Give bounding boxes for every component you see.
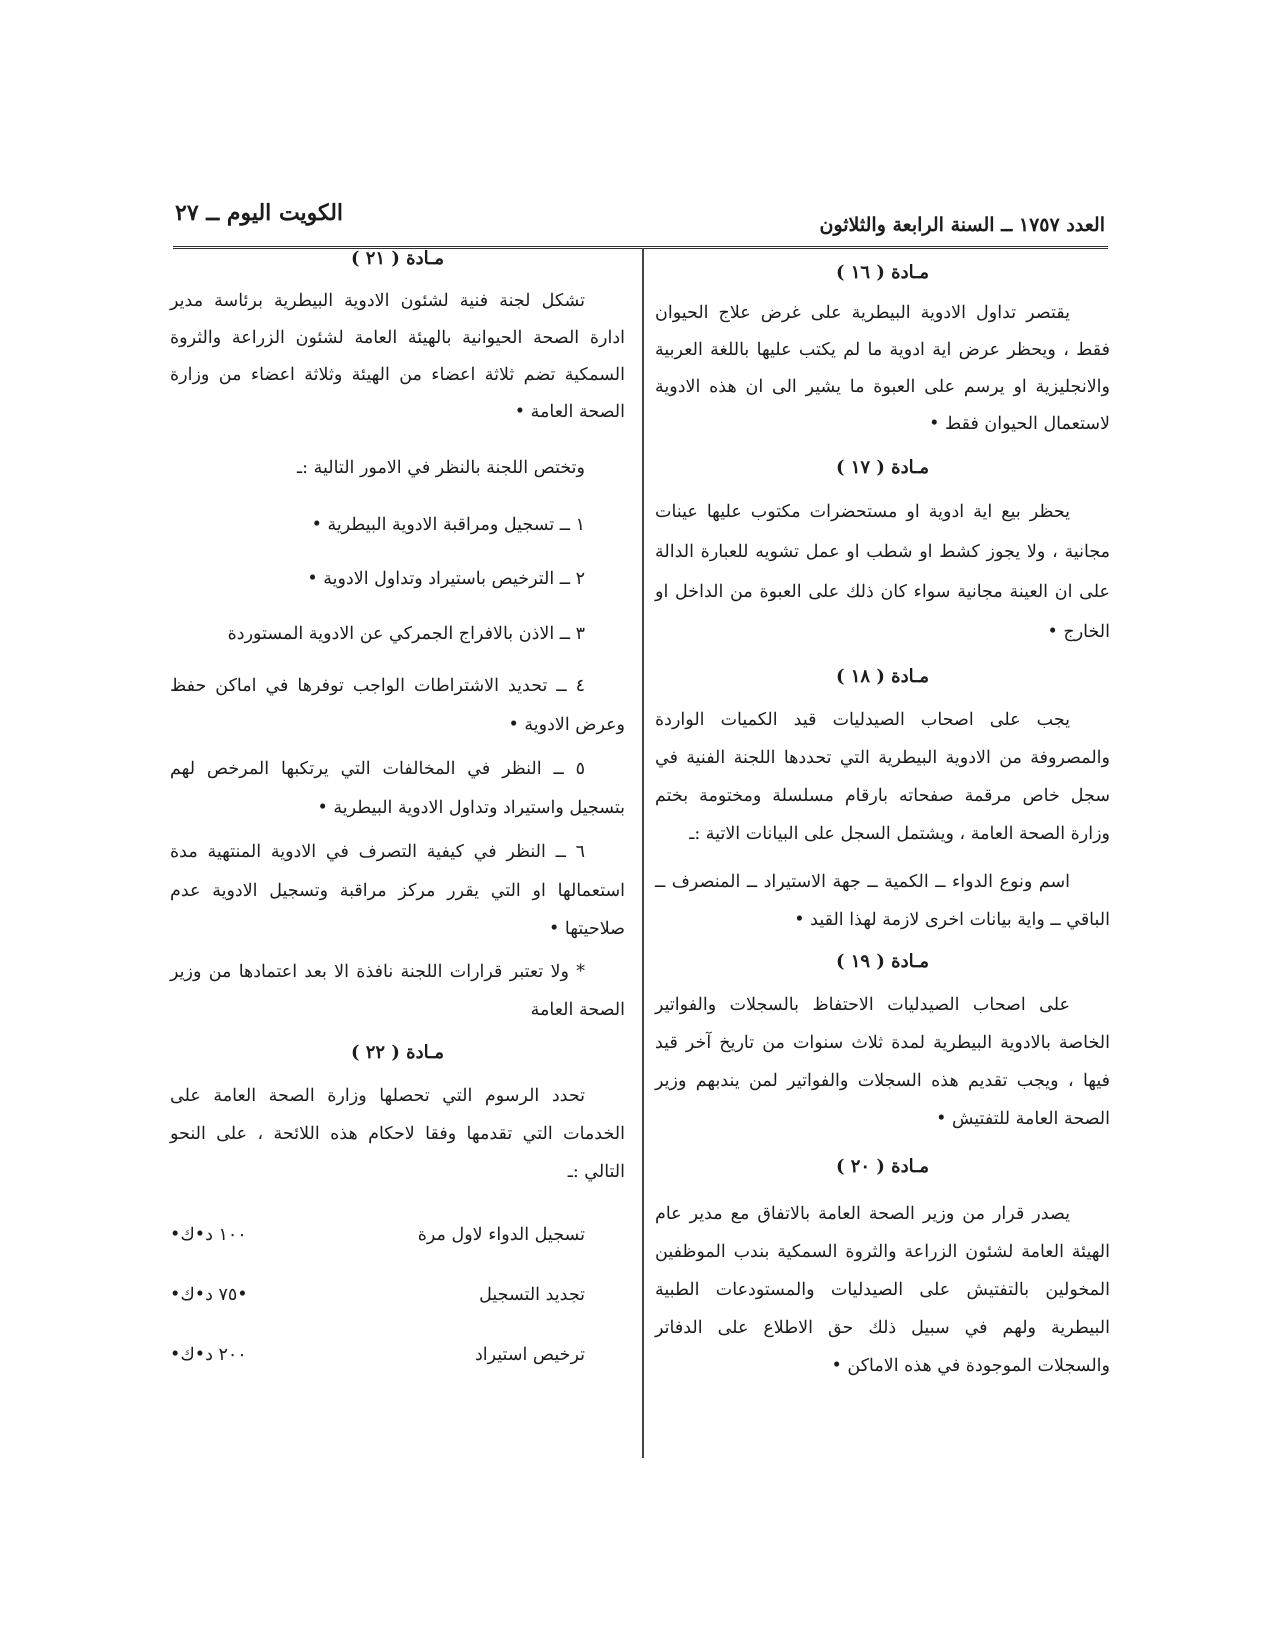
page-header <box>175 200 1105 240</box>
fee-row <box>170 1285 625 1305</box>
article-21-item-1: ١ ــ تسجيل ومراقبة الادوية البيطرية • <box>311 514 585 535</box>
article-18-title: مـادة ( ١٨ ) <box>835 666 930 687</box>
article-21-title: مـادة ( ٢١ ) <box>350 248 445 269</box>
fee-row <box>170 1345 625 1365</box>
issue-label: العدد ١٧٥٧ ــ السنة الرابعة والثلاثون <box>819 214 1105 236</box>
article-16-text: يقتصر تداول الادوية البيطرية على غرض علاج الحيوان فقط ، ويحظر عرض اية ادوية ما لم يكتب عليها باللغة العربية والانجليزية او يرسم على العبوة ما يشير الى ان هذه الادوية لاستعمال الحيوان فقط • <box>655 303 1110 434</box>
article-19-text: على اصحاب الصيدليات الاحتفاظ بالسجلات والفواتير الخاصة بالادوية البيطرية لمدة ثلاث سنوات من تاريخ آخر قيد فيها ، ويجب تقديم هذه السجلات والفواتير لمن يندبهم وزير الصحة العامة للتفتيش • <box>655 995 1110 1129</box>
fee-amount: ٢٠٠ د•ك• <box>170 1344 247 1365</box>
article-16-title: مـادة ( ١٦ ) <box>835 262 930 283</box>
article-21-item-3: ٣ ــ الاذن بالافراج الجمركي عن الادوية المستوردة <box>227 623 585 644</box>
fee-row <box>170 1225 625 1245</box>
fee-amount: •٧٥ د•ك• <box>170 1284 248 1305</box>
article-19-title: مـادة ( ١٩ ) <box>835 951 930 972</box>
article-20-title: مـادة ( ٢٠ ) <box>835 1156 930 1177</box>
article-21-note: * ولا تعتبر قرارات اللجنة نافذة الا بعد اعتمادها من وزير الصحة العامة <box>170 961 625 1020</box>
article-21-item-2: ٢ ــ الترخيص باستيراد وتداول الادوية • <box>307 569 585 589</box>
fee-name: تجديد التسجيل <box>479 1284 585 1305</box>
fee-name: تسجيل الدواء لاول مرة <box>417 1224 585 1245</box>
fee-name: ترخيص استيراد <box>474 1344 585 1365</box>
left-column <box>170 248 625 1365</box>
article-21-item-6: ٦ ــ النظر في كيفية التصرف في الادوية المنتهية مدة استعمالها او التي يقرر مركز مراقبة وتسجيل الادوية عدم صلاحيتها • <box>170 842 625 939</box>
article-20-text: يصدر قرار من وزير الصحة العامة بالاتفاق مع مدير عام الهيئة العامة لشئون الزراعة والثروة السمكية بندب الموظفين المخولين بالتفتيش على الصيدليات والمستودعات الطبية البيطرية ولهم في سبيل ذلك حق الاطلاع على الدفاتر والسجلات الموجودة في هذه الاماكن • <box>655 1204 1110 1376</box>
right-column <box>655 262 1110 1385</box>
page-label: الكويت اليوم ــ ٢٧ <box>175 200 344 226</box>
column-divider <box>642 248 644 1458</box>
article-21-text: تشكل لجنة فنية لشئون الادوية البيطرية برئاسة مدير ادارة الصحة الحيوانية بالهيئة العامة لشئون الزراعة والثروة السمكية تضم ثلاثة اعضاء من الهيئة وثلاثة اعضاء من وزارة الصحة العامة • <box>170 291 625 422</box>
article-22-title: مـادة ( ٢٢ ) <box>350 1041 445 1063</box>
article-17-title: مـادة ( ١٧ ) <box>835 457 930 478</box>
article-22-text: تحدد الرسوم التي تحصلها وزارة الصحة العامة على الخدمات التي تقدمها وفقا لاحكام هذه اللائحة ، على النحو التالي :ـ <box>170 1085 625 1182</box>
article-18-text-2: اسم ونوع الدواء ــ الكمية ــ جهة الاستيراد ــ المنصرف ــ الباقي ــ واية بيانات اخرى لازمة لهذا القيد • <box>655 872 1110 930</box>
fee-amount: ١٠٠ د•ك• <box>170 1224 247 1245</box>
article-21-item-4: ٤ ــ تحديد الاشتراطات الواجب توفرها في اماكن حفظ وعرض الادوية • <box>170 676 625 735</box>
article-21-intro: وتختص اللجنة بالنظر في الامور التالية :ـ <box>297 458 585 478</box>
article-18-text: يجب على اصحاب الصيدليات قيد الكميات الواردة والمصروفة من الادوية البيطرية التي تحددها اللجنة الفنية في سجل خاص مرقمة صفحاته بارقام مسلسلة ومختومة بختم وزارة الصحة العامة ، ويشتمل السجل على البيانات الاتية :ـ <box>655 710 1110 844</box>
fees-table <box>170 1225 625 1365</box>
article-21-item-5: ٥ ــ النظر في المخالفات التي يرتكبها المرخص لهم بتسجيل واستيراد وتداول الادوية البيطرية • <box>170 759 625 818</box>
article-17-text: يحظر بيع اية ادوية او مستحضرات مكتوب عليها عينات مجانية ، ولا يجوز كشط او شطب او عمل تشويه للعبارة الدالة على ان العينة مجانية سواء كان ذلك على العبوة من الداخل او الخارج • <box>655 502 1110 642</box>
